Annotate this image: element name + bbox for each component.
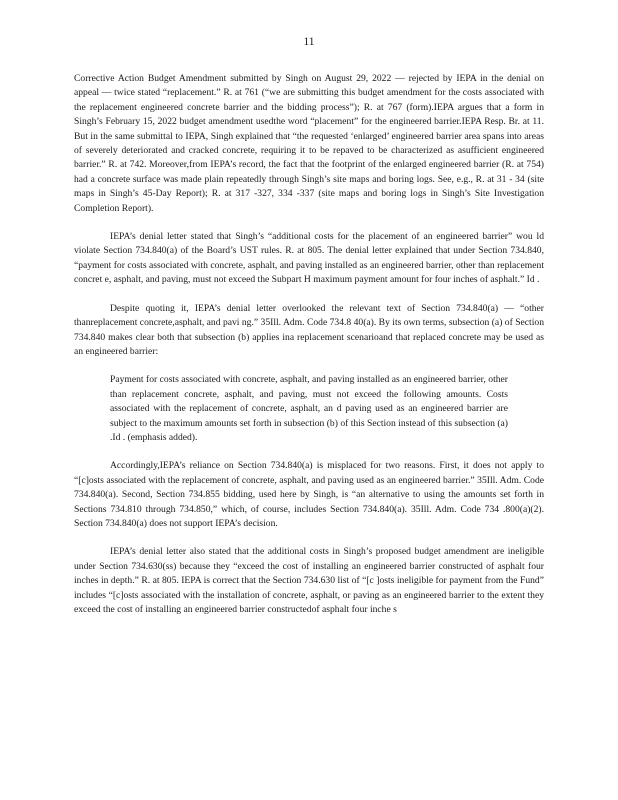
paragraph: Accordingly,IEPA’s reliance on Section 734.840(a) is misplaced for two reasons. First, it does not apply to “[c]osts associated with the replacement of concrete, asphalt, and paving used as an engineered barrier.” 35Ill. Adm. Code 734.840(a). Second, Section 734.855 bidding, used here by Singh, is “an alternative to using the amounts set forth in Sections 734.810 through 734.850,” which, of course, includes Section 734.840(a). 35Ill. Adm. Code 734 .800(a)(2). Section 734.840(a) does not support IEPA’s decision. — [74, 460, 544, 529]
paragraph-gap — [74, 288, 544, 302]
paragraph: IEPA’s denial letter stated that Singh’s “additional costs for the placement of an engineered barrier” wou ld violate Section 734.840(a) of the Board’s UST rules. R. at 805. The denial letter explained that under Section 734.840, “payment for costs associated with concrete, asphalt, and paving installed as an engineered barrier, other than replacement concret e, asphalt, and paving, must not exceed the Subpart H maximum payment amount for four inches of asphalt.” Id . — [74, 231, 544, 286]
paragraph-gap — [74, 216, 544, 230]
paragraph: IEPA’s denial letter also stated that the additional costs in Singh’s proposed budget amendment are ineligible under Section 734.630(ss) because they “exceed the cost of installing an engineered barrier constructed of asphalt four inches in depth.” R. at 805. IEPA is correct that the Section 734.630 list of “[c ]osts ineligible for payment from the Fund” includes “[c]osts associated with the installation of concrete, asphalt, or paving as an engineered barrier to the extent they exceed the cost of installing an engineered barrier constructedof asphalt four inche s — [74, 546, 544, 615]
paragraph-gap — [74, 445, 544, 459]
paragraph-gap — [74, 359, 544, 373]
document-body — [74, 72, 544, 617]
block-quote: Payment for costs associated with concrete, asphalt, and paving installed as an engineered barrier, other than replacement concrete, asphalt, and paving, must not exceed the following amounts. Costs associated with the replacement of concrete, asphalt, an d paving used as an engineered barrier are subject to the maximum amounts set forth in subsection (b) of this Section instead of this subsection (a) .Id . (emphasis added). — [110, 374, 508, 443]
paragraph-gap — [74, 531, 544, 545]
page-number: 11 — [303, 36, 315, 48]
paragraph: Despite quoting it, IEPA’s denial letter overlooked the relevant text of Section 734.840(a) — “other thanreplacement concrete,asphalt, and pavi ng.” 35Ill. Adm. Code 734.8 40(a). By its own terms, subsection (a) of Section 734.840 makes clear both that subsection (b) applies ina replacement scenarioand that replaced concrete may be used as an engineered barrier: — [74, 302, 544, 357]
paragraph: Corrective Action Budget Amendment submitted by Singh on August 29, 2022 — rejected by IEPA in the denial on appeal — twice stated “replacement.” R. at 761 (“we are submitting this budget amendment for the costs associated with the replacement engineered concrete barrier and the bidding process”); R. at 767 (form).IEPA argues that a form in Singh’s February 15, 2022 budget amendment usedthe word “placement” for the engineered barrier.IEPA Resp. Br. at 11. But in the same submittal to IEPA, Singh explained that “the requested ‘enlarged’ engineered barrier area spans into areas of severely deteriorated and cracked concrete, requiring it to be repaved to be characterized as asufficient engineered barrier.” R. at 742. Moreover,from IEPA’s record, the fact that the footprint of the enlarged engineered barrier (R. at 754) had a concrete surface was made plain repeatedly through Singh’s site maps and boring logs. See, e.g., R. at 31 - 34 (site maps in Singh’s 45-Day Report); R. at 317 -327, 334 -337 (site maps and boring logs in Singh’s Site Investigation Completion Report). — [74, 73, 544, 214]
